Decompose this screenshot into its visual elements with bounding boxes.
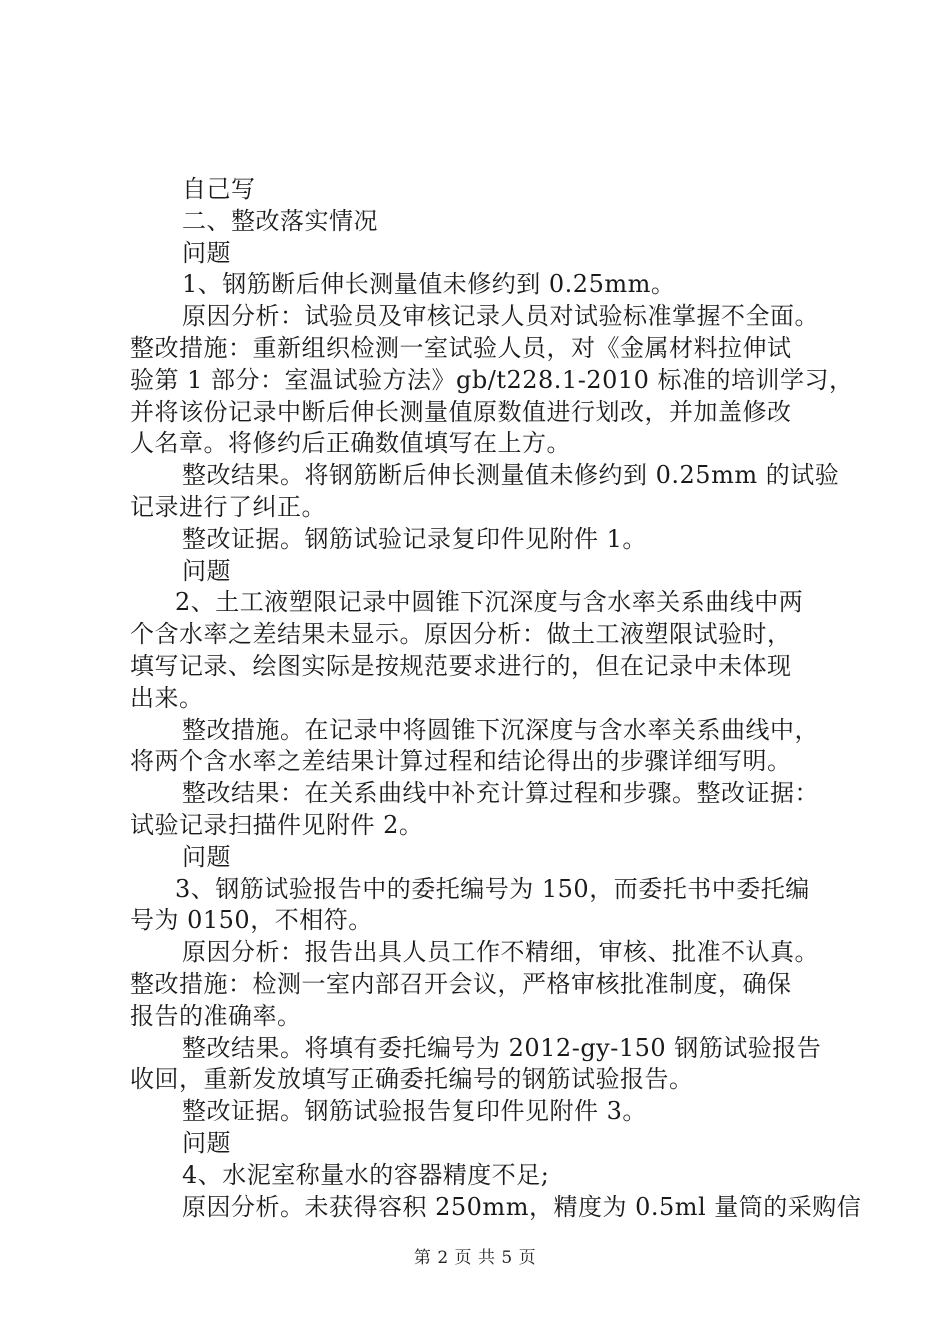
body-line: 2、土工液塑限记录中圆锥下沉深度与含水率关系曲线中两 (175, 588, 804, 617)
body-line: 并将该份记录中断后伸长测量值原数值进行划改，并加盖修改 (130, 397, 792, 426)
body-line: 试验记录扫描件见附件 2。 (130, 810, 424, 839)
body-line: 整改结果：在关系曲线中补充计算过程和步骤。整改证据： (182, 779, 819, 808)
body-line: 整改措施。在记录中将圆锥下沉深度与含水率关系曲线中， (182, 715, 819, 744)
body-line: 原因分析。未获得容积 250mm，精度为 0.5ml 量筒的采购信 (182, 1192, 862, 1221)
body-line: 收回，重新发放填写正确委托编号的钢筋试验报告。 (130, 1065, 694, 1094)
body-line: 记录进行了纠正。 (130, 492, 326, 521)
page-number-footer: 第 2 页 共 5 页 (413, 1248, 537, 1268)
body-line: 整改结果。将填有委托编号为 2012-gy-150 钢筋试验报告 (182, 1033, 822, 1062)
body-line: 问题 (182, 556, 231, 585)
body-line: 出来。 (130, 683, 204, 712)
body-line: 整改措施：重新组织检测一室试验人员，对《金属材料拉伸试 (130, 333, 792, 362)
body-line: 3、钢筋试验报告中的委托编号为 150，而委托书中委托编 (175, 874, 810, 903)
body-line: 整改措施：检测一室内部召开会议，严格审核批准制度，确保 (130, 969, 792, 998)
body-line: 号为 0150，不相符。 (130, 906, 373, 935)
section-heading: 二、整改落实情况 (182, 206, 378, 235)
body-line: 问题 (182, 842, 231, 871)
body-line: 人名章。将修约后正确数值填写在上方。 (130, 429, 571, 458)
body-line: 将两个含水率之差结果计算过程和结论得出的步骤详细写明。 (130, 747, 792, 776)
body-line: 原因分析：试验员及审核记录人员对试验标准掌握不全面。 (182, 302, 819, 331)
body-line: 问题 (182, 238, 231, 267)
body-line: 1、钢筋断后伸长测量值未修约到 0.25mm。 (182, 270, 676, 299)
body-line: 4、水泥室称量水的容器精度不足; (182, 1160, 550, 1189)
body-line: 填写记录、绘图实际是按规范要求进行的，但在记录中未体现 (130, 651, 792, 680)
body-line: 个含水率之差结果未显示。原因分析：做土工液塑限试验时， (130, 620, 792, 649)
body-line: 整改证据。钢筋试验记录复印件见附件 1。 (182, 524, 647, 553)
body-line: 整改结果。将钢筋断后伸长测量值未修约到 0.25mm 的试验 (182, 461, 840, 490)
body-line: 报告的准确率。 (130, 1001, 302, 1030)
body-line: 问题 (182, 1128, 231, 1157)
body-line: 自己写 (182, 175, 256, 203)
body-line: 原因分析：报告出具人员工作不精细，审核、批准不认真。 (182, 938, 819, 967)
body-line: 整改证据。钢筋试验报告复印件见附件 3。 (182, 1097, 647, 1126)
document-body (130, 174, 862, 1223)
body-line: 验第 1 部分：室温试验方法》gb/t228.1-2010 标准的培训学习， (130, 365, 854, 394)
